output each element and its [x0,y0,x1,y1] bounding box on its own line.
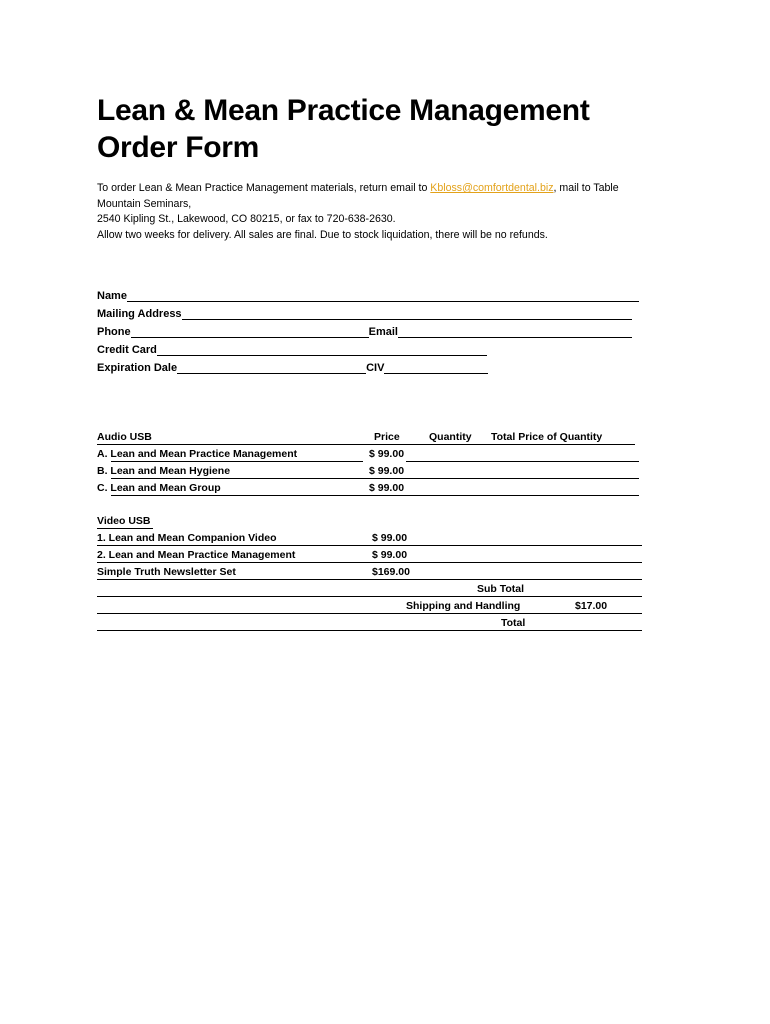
video-section-header: Video USB [97,515,151,527]
intro-line-1: To order Lean & Mean Practice Management materials, return email to Kbloss@comfortdental.biz, mail to Table [97,182,619,194]
total-label: Total [501,617,526,629]
shipping-value: $17.00 [575,600,608,612]
newsletter-price: $169.00 [372,566,410,578]
intro-line-4: Allow two weeks for delivery. All sales are final. Due to stock liquidation, there will be no refunds. [97,228,548,241]
phone-field[interactable] [131,326,369,338]
expiration-label: Expiration Dale [97,362,178,374]
item-underline [111,495,639,496]
audio-header-row [97,431,642,446]
audio-item-a-price: $ 99.00 [369,448,405,460]
item-underline [111,478,639,479]
audio-item-c-price: $ 99.00 [369,482,405,494]
page-title [97,92,697,166]
video-item-2-price: $ 99.00 [372,549,408,561]
name-field[interactable] [127,290,639,302]
video-item-row [97,566,642,581]
expiration-field[interactable] [177,362,366,374]
item-underline [97,579,642,580]
audio-item-row [97,482,642,497]
audio-item-b-label: B. Lean and Mean Hygiene [97,465,231,477]
video-item-row [97,532,642,547]
intro-line-3: 2540 Kipling St., Lakewood, CO 80215, or fax to 720-638-2630. [97,213,396,225]
subtotal-underline [97,596,642,597]
credit-card-field[interactable] [157,344,487,356]
expiration-civ-row [97,361,488,375]
price-column-header: Price [374,431,400,443]
audio-item-row [97,465,642,480]
shipping-row [97,600,642,615]
audio-section-header: Audio USB [97,431,152,443]
shipping-underline [97,613,642,614]
civ-label: CIV [366,362,385,374]
credit-card-label: Credit Card [97,344,157,356]
quantity-column-header: Quantity [429,431,472,443]
audio-item-c-label: C. Lean and Mean Group [97,482,221,494]
video-item-1-label: 1. Lean and Mean Companion Video [97,532,277,544]
total-row [97,617,642,632]
intro-text [97,181,657,243]
video-item-row [97,549,642,564]
title-line-1: Lean & Mean Practice Management [97,94,590,127]
item-underline [111,461,363,462]
header-underline [97,528,153,529]
title-line-2: Order Form [97,131,260,164]
name-row [97,289,639,303]
total-underline [97,630,642,631]
video-item-2-label: 2. Lean and Mean Practice Management [97,549,296,561]
subtotal-row [97,583,642,598]
video-header-row [97,515,642,530]
header-underline [97,444,635,445]
item-underline [97,562,642,563]
name-label: Name [97,290,127,302]
audio-item-a-label: A. Lean and Mean Practice Management [97,448,298,460]
credit-card-row [97,343,487,357]
item-underline [97,545,642,546]
order-email-link[interactable]: Kbloss@comfortdental.biz [430,182,554,194]
civ-field[interactable] [384,362,488,374]
phone-label: Phone [97,326,131,338]
total-column-header: Total Price of Quantity [491,431,603,443]
entry-underline [406,461,639,462]
audio-item-row [97,448,642,463]
newsletter-label: Simple Truth Newsletter Set [97,566,236,578]
subtotal-label: Sub Total [477,583,525,595]
mailing-address-field[interactable] [182,308,632,320]
intro-line-2: Mountain Seminars, [97,197,192,210]
email-label: Email [368,326,398,338]
shipping-label: Shipping and Handling [406,600,521,612]
mailing-address-label: Mailing Address [97,308,182,320]
phone-email-row [97,325,632,339]
video-item-1-price: $ 99.00 [372,532,408,544]
email-field[interactable] [398,326,632,338]
mailing-address-row [97,307,632,321]
audio-item-b-price: $ 99.00 [369,465,405,477]
